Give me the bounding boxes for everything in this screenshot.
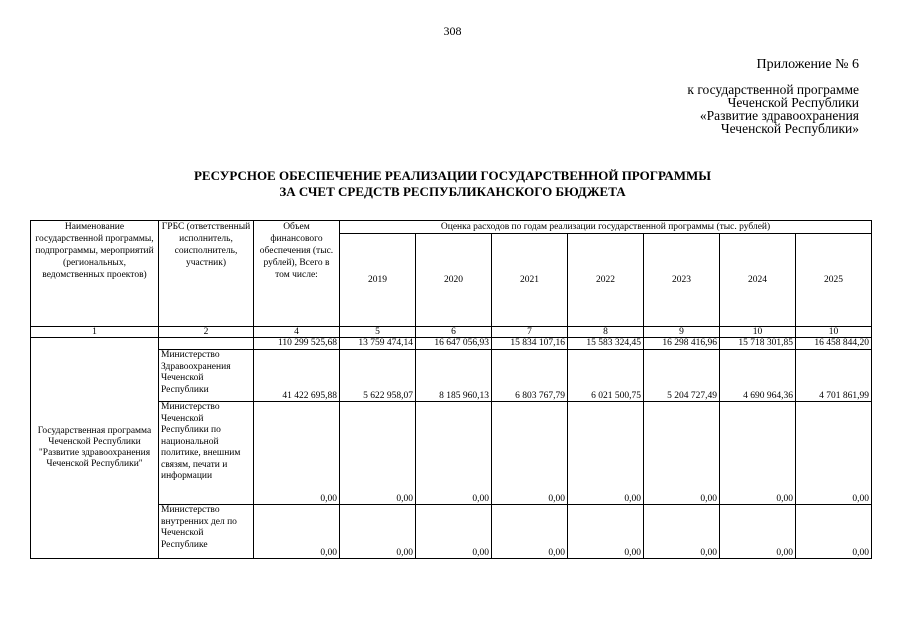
appendix-block bbox=[687, 58, 859, 135]
row-value: 0,00 bbox=[796, 505, 872, 559]
row-value: 0,00 bbox=[416, 402, 492, 505]
total-value: 13 759 474,14 bbox=[340, 338, 416, 350]
column-index: 9 bbox=[644, 327, 720, 338]
header-year: 2024 bbox=[720, 234, 796, 327]
column-index: 5 bbox=[340, 327, 416, 338]
total-value: 15 718 301,85 bbox=[720, 338, 796, 350]
row-value: 0,00 bbox=[568, 505, 644, 559]
column-index-row bbox=[31, 327, 872, 338]
total-value: 15 583 324,45 bbox=[568, 338, 644, 350]
appendix-number: Приложение № 6 bbox=[756, 57, 859, 72]
header-years-group: Оценка расходов по годам реализации государственной программы (тыс. рублей) bbox=[340, 221, 872, 234]
document-title bbox=[0, 168, 905, 200]
row-value: 5 622 958,07 bbox=[340, 350, 416, 402]
column-index: 2 bbox=[159, 327, 254, 338]
total-value: 16 458 844,20 bbox=[796, 338, 872, 350]
row-value: 8 185 960,13 bbox=[416, 350, 492, 402]
column-index: 1 bbox=[31, 327, 159, 338]
row-value: 0,00 bbox=[416, 505, 492, 559]
row-value: 0,00 bbox=[644, 505, 720, 559]
header-name: Наименование государственной программы, подпрограммы, мероприятий (региональных, ведомственных проектов) bbox=[31, 221, 159, 327]
row-value: 0,00 bbox=[720, 402, 796, 505]
column-index: 10 bbox=[796, 327, 872, 338]
row-value: 6 803 767,79 bbox=[492, 350, 568, 402]
column-index: 8 bbox=[568, 327, 644, 338]
executor-name: Министерство Чеченской Республики по национальной политике, внешним связям, печати и информации bbox=[159, 402, 254, 505]
column-index: 4 bbox=[254, 327, 340, 338]
header-year: 2022 bbox=[568, 234, 644, 327]
row-value: 0,00 bbox=[568, 402, 644, 505]
appendix-line: «Развитие здравоохранения bbox=[699, 108, 859, 123]
header-year: 2020 bbox=[416, 234, 492, 327]
appendix-line: Чеченской Республики» bbox=[720, 121, 859, 136]
appendix-line: к государственной программе bbox=[687, 82, 859, 97]
row-value: 0,00 bbox=[340, 402, 416, 505]
total-value: 16 647 056,93 bbox=[416, 338, 492, 350]
header-total: Объем финансового обеспечения (тыс. рублей), Всего в том числе: bbox=[254, 221, 340, 327]
row-value: 0,00 bbox=[340, 505, 416, 559]
title-line-2: ЗА СЧЕТ СРЕДСТВ РЕСПУБЛИКАНСКОГО БЮДЖЕТА bbox=[279, 184, 626, 199]
row-value: 4 690 964,36 bbox=[720, 350, 796, 402]
header-year: 2021 bbox=[492, 234, 568, 327]
page-number: 308 bbox=[443, 24, 462, 38]
row-value: 0,00 bbox=[644, 402, 720, 505]
header-grbs: ГРБС (ответственный исполнитель, соисполнитель, участник) bbox=[159, 221, 254, 327]
row-value: 6 021 500,75 bbox=[568, 350, 644, 402]
header-year: 2023 bbox=[644, 234, 720, 327]
total-executor-cell bbox=[159, 338, 254, 350]
header-year: 2019 bbox=[340, 234, 416, 327]
column-index: 6 bbox=[416, 327, 492, 338]
total-value: 15 834 107,16 bbox=[492, 338, 568, 350]
row-value: 0,00 bbox=[720, 505, 796, 559]
executor-name: Министерство Здравоохранения Чеченской Республики bbox=[159, 350, 254, 402]
header-year: 2025 bbox=[796, 234, 872, 327]
row-value: 0,00 bbox=[492, 505, 568, 559]
row-value: 0,00 bbox=[254, 505, 340, 559]
row-value: 4 701 861,99 bbox=[796, 350, 872, 402]
total-value: 16 298 416,96 bbox=[644, 338, 720, 350]
resource-table bbox=[30, 220, 872, 559]
row-value: 41 422 695,88 bbox=[254, 350, 340, 402]
row-value: 5 204 727,49 bbox=[644, 350, 720, 402]
row-value: 0,00 bbox=[796, 402, 872, 505]
executor-name: Министерство внутренних дел по Чеченской Республике bbox=[159, 505, 254, 559]
title-line-1: РЕСУРСНОЕ ОБЕСПЕЧЕНИЕ РЕАЛИЗАЦИИ ГОСУДАРСТВЕННОЙ ПРОГРАММЫ bbox=[193, 168, 712, 183]
row-value: 0,00 bbox=[254, 402, 340, 505]
total-value: 110 299 525,68 bbox=[254, 338, 340, 350]
column-index: 7 bbox=[492, 327, 568, 338]
column-index: 10 bbox=[720, 327, 796, 338]
program-name: Государственная программа Чеченской Республики "Развитие здравоохранения Чеченской Республики" bbox=[31, 338, 159, 559]
appendix-line: Чеченской Республики bbox=[727, 95, 859, 110]
row-value: 0,00 bbox=[492, 402, 568, 505]
total-row bbox=[31, 338, 872, 350]
